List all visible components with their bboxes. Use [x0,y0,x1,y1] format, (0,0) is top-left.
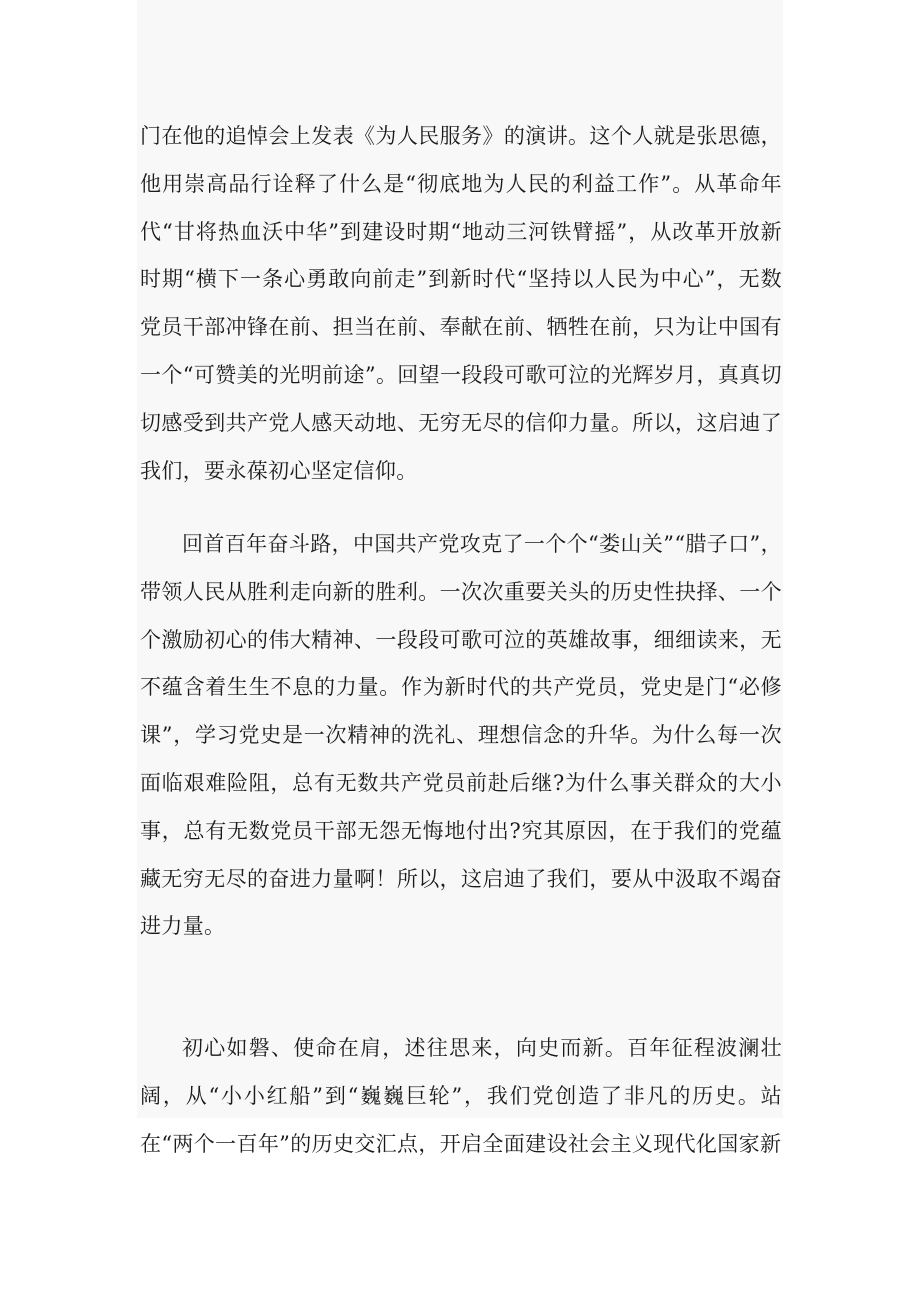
paragraph-1: 门在他的追悼会上发表《为人民服务》的演讲。这个人就是张思德，他用崇高品行诠释了什么是“彻底地为人民的利益工作”。从革命年代“甘将热血沃中华”到建设时期“地动三河铁臂摇”，从改革开放新时期“横下一条心勇敢向前走”到新时代“坚持以人民为中心”，无数党员干部冲锋在前、担当在前、奉献在前、牺牲在前，只为让中国有一个“可赞美的光明前途”。回望一段段可歌可泣的光辉岁月，真真切切感受到共产党人感天动地、无穷无尽的信仰力量。所以，这启迪了我们，要永葆初心坚定信仰。 [140,124,782,483]
paragraph-2: 回首百年奋斗路，中国共产党攻克了一个个“娄山关”“腊子口”，带领人民从胜利走向新的胜利。一次次重要关头的历史性抉择、一个个激励初心的伟大精神、一段段可歌可泣的英雄故事，细细读来，无不蕴含着生生不息的力量。作为新时代的共产党员，党史是门“必修课”，学习党史是一次精神的洗礼、理想信念的升华。为什么每一次面临艰难险阻，总有无数共产党员前赴后继?为什么事关群众的大小事，总有无数党员干部无怨无悔地付出?究其原因，在于我们的党蕴藏无穷无尽的奋进力量啊！所以，这启迪了我们，要从中汲取不竭奋进力量。 [140,532,782,939]
paragraph-3: 初心如磐、使命在肩，述往思来，向史而新。百年征程波澜壮阔，从“小小红船”到“巍巍巨轮”，我们党创造了非凡的历史。站在“两个一百年”的历史交汇点，开启全面建设社会主义现代化国家新 [140,1036,782,1156]
